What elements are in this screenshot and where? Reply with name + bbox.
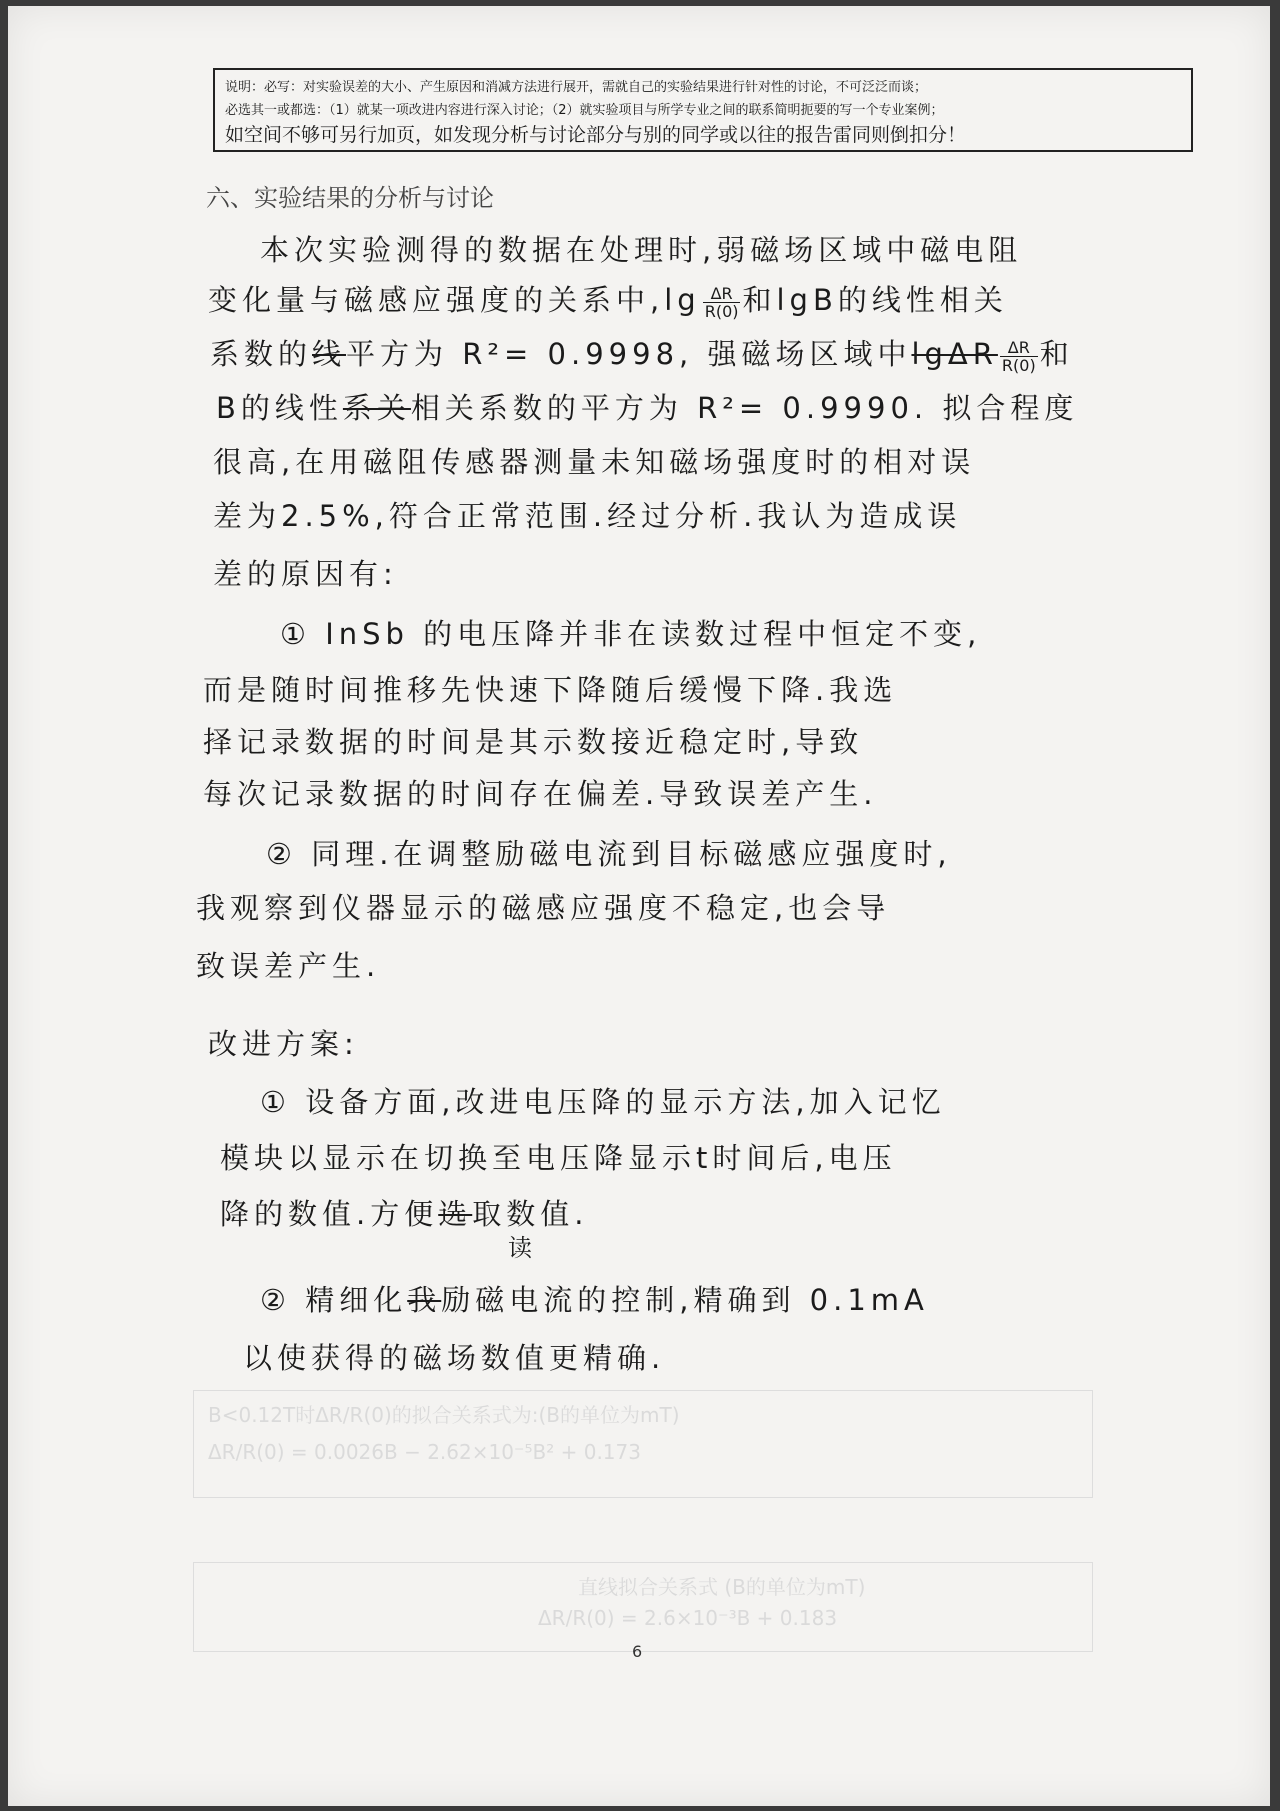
inserted-correction: 读 bbox=[508, 1234, 537, 1262]
line-text: ② 精细化 bbox=[260, 1283, 408, 1317]
paragraph-1-line-3 bbox=[210, 332, 1074, 374]
paragraph-1-line-1: 本次实验测得的数据在处理时,弱磁场区域中磁电阻 bbox=[260, 233, 1023, 267]
document-page bbox=[8, 6, 1270, 1806]
improvement-2-line-1 bbox=[260, 1278, 929, 1319]
line-text: 系数的 bbox=[210, 337, 313, 371]
paragraph-1-line-6: 差为2.5%,符合正常范围.经过分析.我认为造成误 bbox=[213, 499, 962, 533]
instructions-line-2: 必选其一或都选：（1）就某一项改进内容进行深入讨论；（2）就实验项目与所学专业之间的联系简明扼要的写一个专业案例； bbox=[225, 103, 944, 118]
page-number: 6 bbox=[632, 1642, 643, 1661]
paragraph-3-line-3: 致误差产生. bbox=[196, 949, 381, 983]
paragraph-2-line-4: 每次记录数据的时间存在偏差.导致误差产生. bbox=[203, 777, 878, 811]
paragraph-1-line-7: 差的原因有: bbox=[213, 557, 398, 591]
paragraph-1-line-2 bbox=[208, 278, 1008, 320]
line-text: 变化量与磁感应强度的关系中, bbox=[208, 283, 665, 317]
paragraph-2-line-1: ① InSb 的电压降并非在读数过程中恒定不变, bbox=[280, 617, 982, 651]
instructions-line-1: 说明：必写：对实验误差的大小、产生原因和消减方法进行展开，需就自己的实验结果进行针对性的讨论，不可泛泛而谈； bbox=[225, 80, 928, 95]
paragraph-1-line-4 bbox=[216, 386, 1078, 427]
line-text: 降的数值.方便 bbox=[220, 1197, 439, 1231]
improvement-2-line-2: 以使获得的磁场数值更精确. bbox=[243, 1341, 666, 1375]
improvement-1-line-2: 模块以显示在切换至电压降显示t时间后,电压 bbox=[220, 1141, 897, 1175]
crossed-out-text: lgΔR bbox=[911, 337, 998, 371]
fraction-denominator: R(0) bbox=[704, 301, 739, 321]
improvement-1-line-1: ① 设备方面,改进电压降的显示方法,加入记忆 bbox=[260, 1085, 946, 1119]
paragraph-3-line-1: ② 同理.在调整励磁电流到目标磁感应强度时, bbox=[266, 837, 952, 871]
section-title: 六、实验结果的分析与讨论 bbox=[206, 184, 494, 212]
fraction-denominator: R(0) bbox=[1001, 355, 1036, 375]
bleed-through-box-1 bbox=[193, 1390, 1093, 1498]
instructions-box bbox=[213, 68, 1193, 152]
paragraph-2-line-2: 而是随时间推移先快速下降随后缓慢下降.我选 bbox=[203, 673, 898, 707]
paragraph-3-line-2: 我观察到仪器显示的磁感应强度不稳定,也会导 bbox=[196, 891, 891, 925]
lg-symbol: lg bbox=[664, 283, 701, 317]
crossed-out-text: 选 bbox=[438, 1197, 473, 1231]
improvement-1-line-3 bbox=[220, 1192, 588, 1233]
improvement-heading: 改进方案: bbox=[208, 1027, 359, 1061]
delta-r-fraction bbox=[1000, 339, 1038, 374]
bleed-through-box-2 bbox=[193, 1562, 1093, 1652]
line-text: 取数值. bbox=[472, 1197, 589, 1231]
crossed-out-text: 系关 bbox=[342, 391, 411, 425]
line-text: 平方为 R²= 0.9998, 强磁场区域中 bbox=[346, 337, 912, 371]
paragraph-1-line-5: 很高,在用磁阻传感器测量未知磁场强度时的相对误 bbox=[213, 445, 976, 479]
crossed-out-text: 我 bbox=[407, 1283, 442, 1317]
line-text: 和 bbox=[1039, 337, 1074, 371]
bleed-through-text: ΔR/R(0) = 2.6×10⁻³B + 0.183 bbox=[538, 1606, 838, 1630]
line-text: B的线性 bbox=[216, 391, 343, 425]
fraction-numerator: ΔR bbox=[703, 285, 741, 303]
crossed-out-text: 线 bbox=[312, 337, 347, 371]
line-text: 相关系数的平方为 R²= 0.9990. 拟合程度 bbox=[410, 391, 1079, 425]
bleed-through-text: 直线拟合关系式 (B的单位为mT) bbox=[578, 1575, 866, 1599]
instructions-line-3: 如空间不够可另行加页，如发现分析与讨论部分与别的同学或以往的报告雷同则倒扣分！ bbox=[225, 124, 967, 146]
delta-r-fraction bbox=[703, 285, 741, 320]
bleed-through-text: B<0.12T时ΔR/R(0)的拟合关系式为:(B的单位为mT) bbox=[208, 1403, 680, 1427]
paragraph-2-line-3: 择记录数据的时间是其示数接近稳定时,导致 bbox=[203, 725, 864, 759]
fraction-numerator: ΔR bbox=[1000, 339, 1038, 357]
line-text: 励磁电流的控制,精确到 0.1mA bbox=[441, 1283, 929, 1317]
bleed-through-text: ΔR/R(0) = 0.0026B − 2.62×10⁻⁵B² + 0.173 bbox=[208, 1440, 641, 1464]
line-text: 和lgB的线性相关 bbox=[742, 283, 1008, 317]
